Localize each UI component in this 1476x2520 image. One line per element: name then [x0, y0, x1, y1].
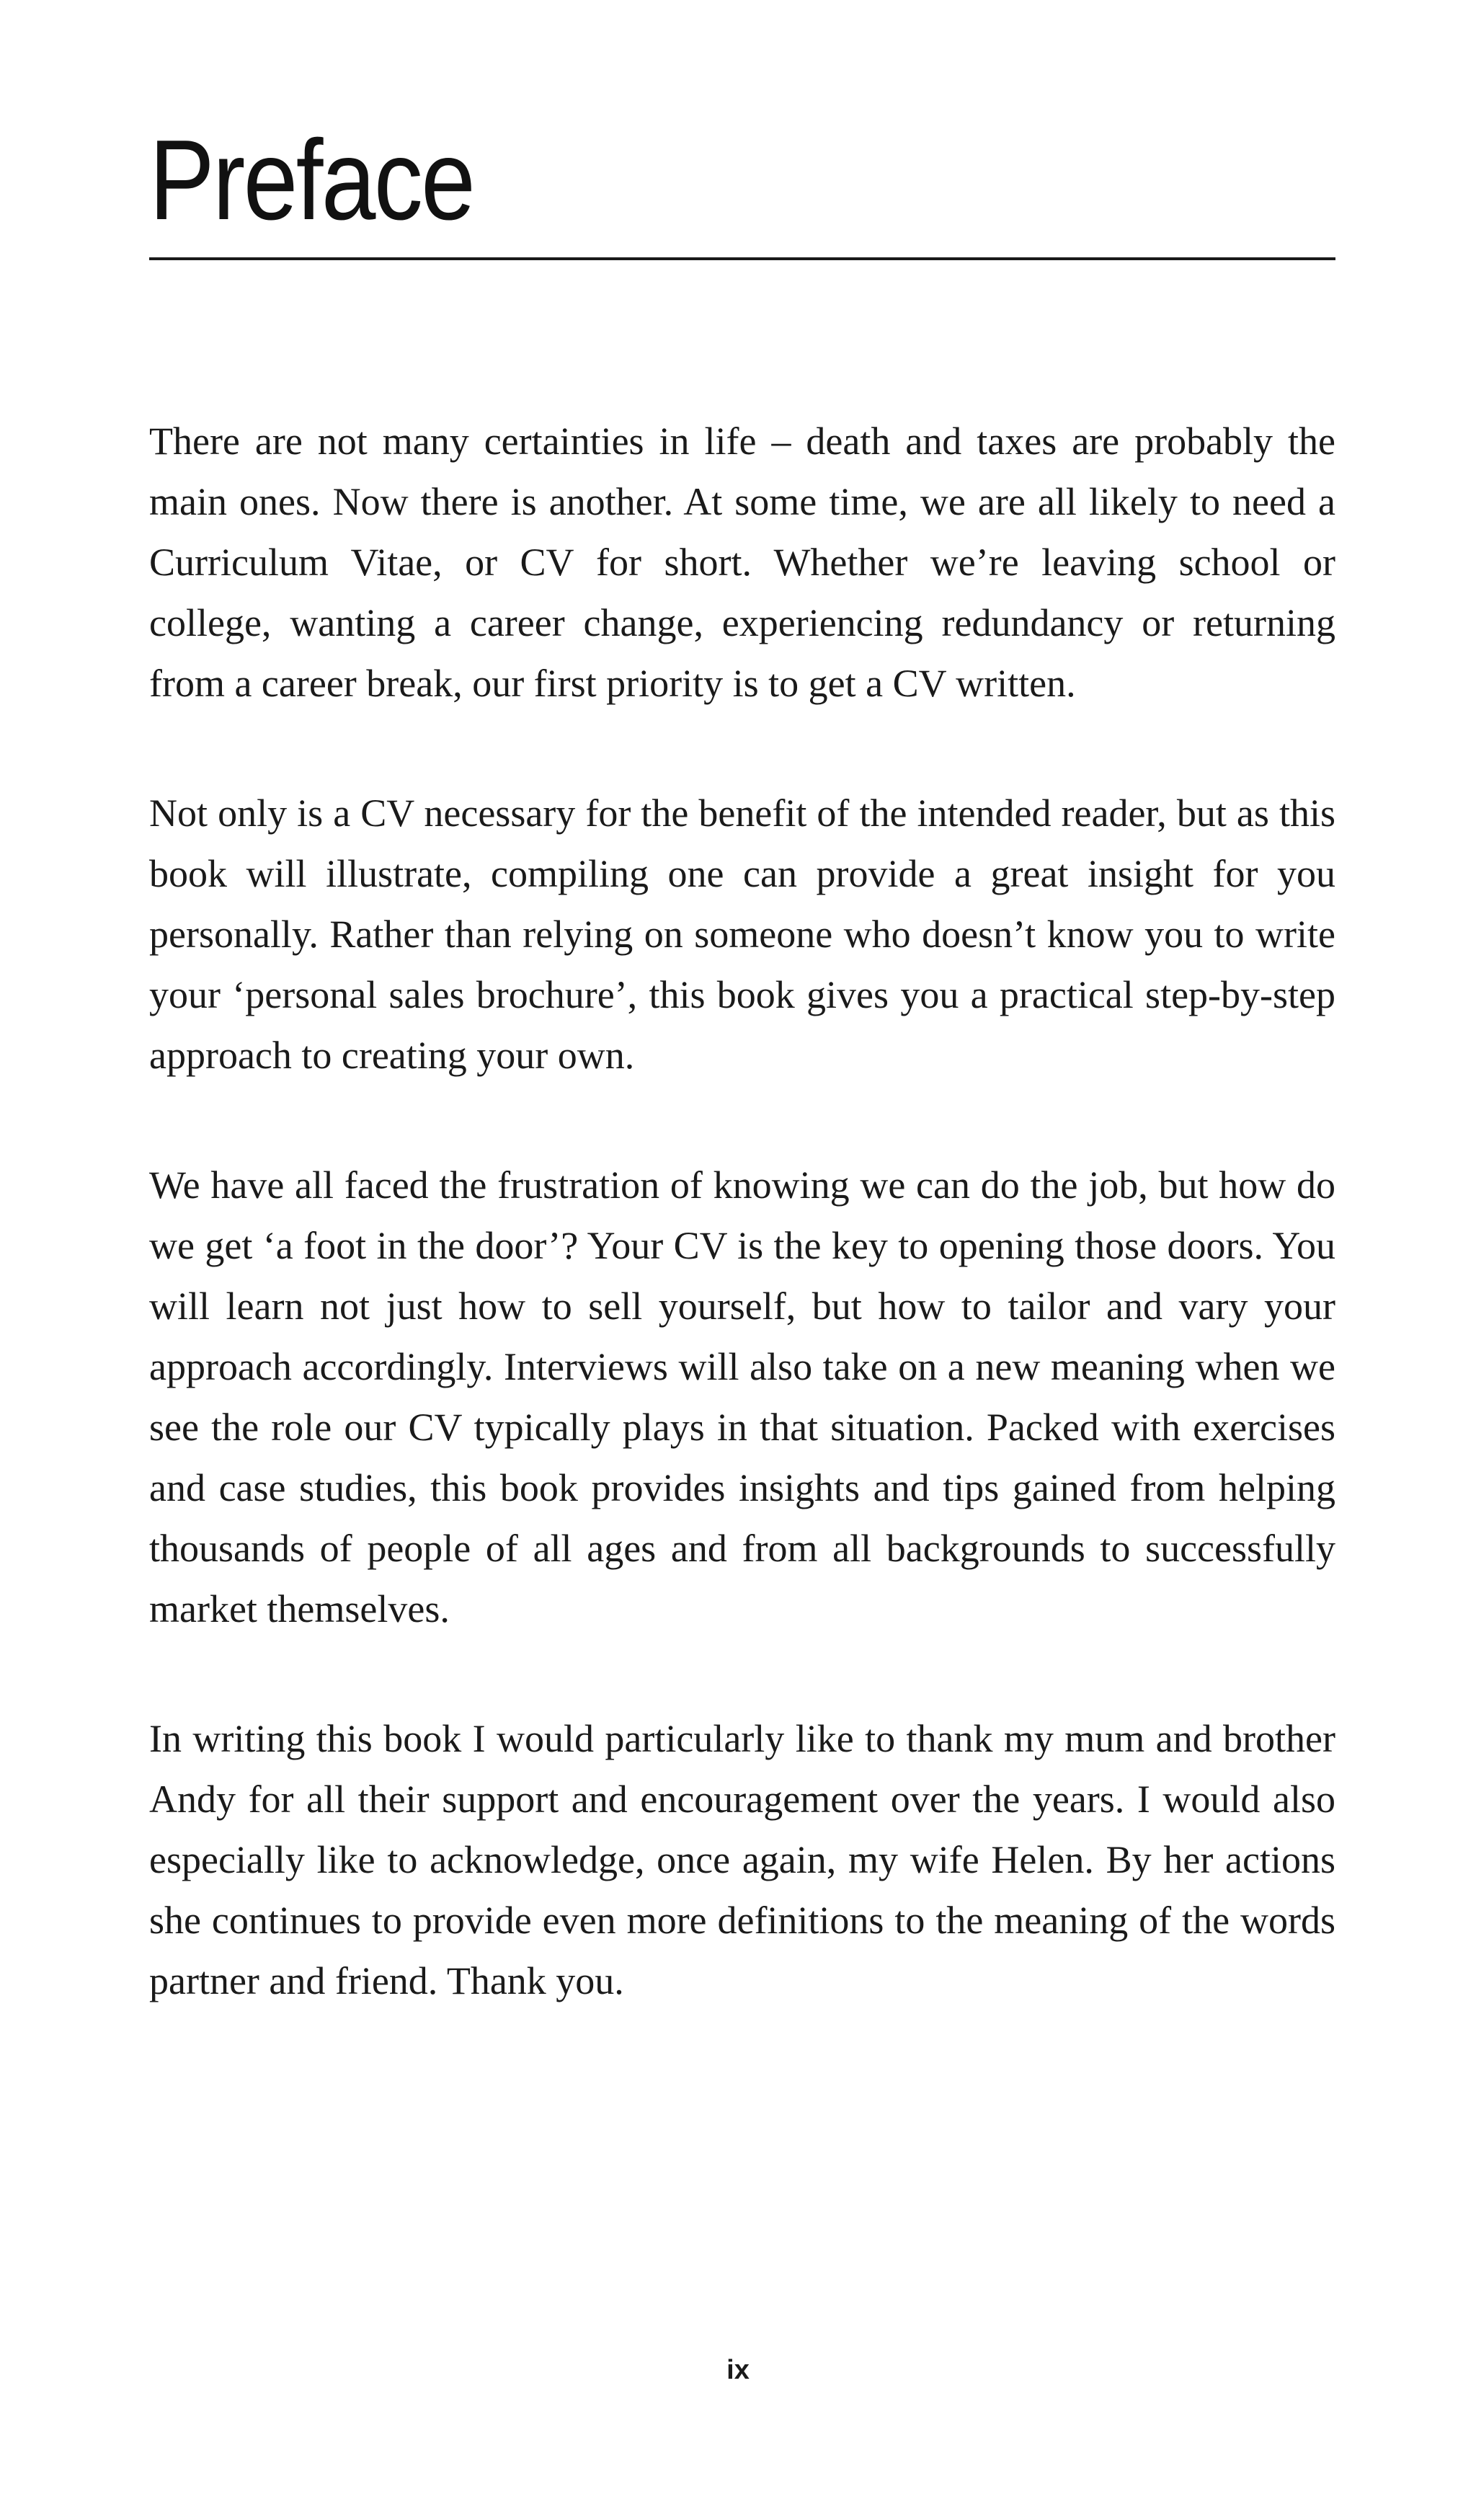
paragraph: There are not many certainties in life – death and taxes are probably the main ones. Now there is another. At some time, we are all likely to need a Curriculum Vitae, or CV for short. Whether we’re leaving school or college, wanting a career change, experiencing redundancy or returning from a career break, our first priority is to get a CV written. — [149, 420, 1335, 705]
page-number: ix — [726, 2355, 750, 2385]
page-title: Preface — [149, 117, 474, 244]
preface-body — [149, 411, 1335, 2011]
paragraph: Not only is a CV necessary for the benefit of the intended reader, but as this book will illustrate, compiling one can provide a great insight for you personally. Rather than relying on someone who doesn’t know you to write your ‘personal sales brochure’, this book gives you a practical step-by-step approach to creating your own. — [149, 791, 1335, 1077]
paragraph: We have all faced the frustration of knowing we can do the job, but how do we get ‘a foot in the door’? Your CV is the key to opening those doors. You will learn not just how to sell yourself, but how to tailor and vary your approach accordingly. Interviews will also take on a new meaning when we see the role our CV typically plays in that situation. Packed with exercises and case studies, this book provides insights and tips gained from helping thousands of people of all ages and from all backgrounds to successfully market themselves. — [149, 1163, 1335, 1631]
title-divider — [149, 257, 1335, 260]
paragraph: In writing this book I would particularly like to thank my mum and brother Andy for all their support and encouragement over the years. I would also especially like to acknowledge, once again, my wife Helen. By her actions she continues to provide even more definitions to the meaning of the words partner and friend. Thank you. — [149, 1717, 1335, 2002]
